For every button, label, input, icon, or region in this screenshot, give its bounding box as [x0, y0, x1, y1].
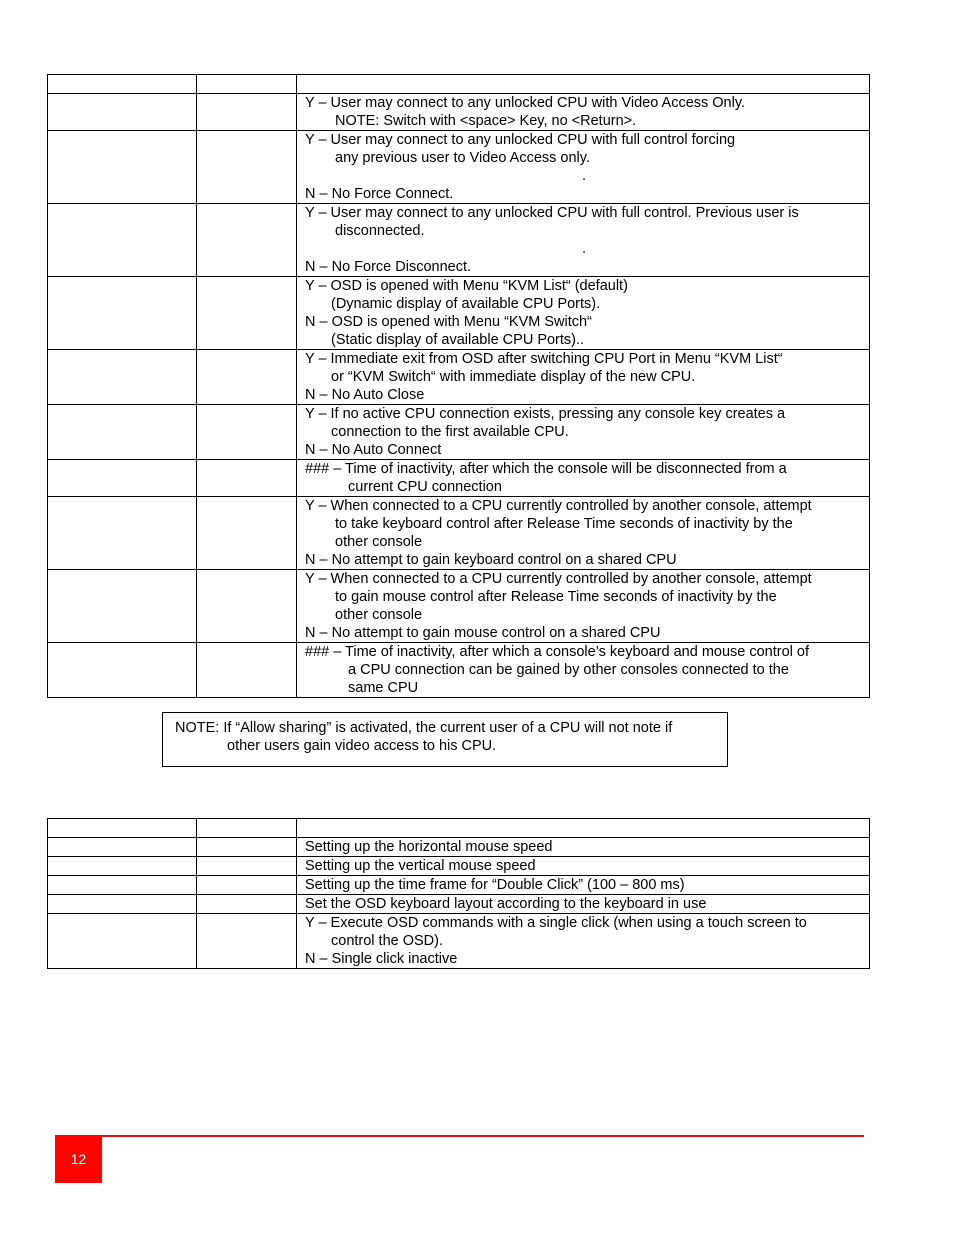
- description-line: ### – Time of inactivity, after which the console will be disconnected from a: [305, 461, 787, 477]
- settings-table-2: [47, 818, 870, 969]
- description-line: N – No Auto Close: [305, 387, 425, 403]
- table-row: [48, 643, 870, 698]
- sharing-note-box: [162, 712, 728, 767]
- footer-rule: [55, 1135, 864, 1137]
- description-cell: [297, 914, 870, 969]
- description-line: N – No Force Connect.: [305, 186, 454, 202]
- description-cell: [297, 94, 870, 131]
- description-cell: [297, 895, 870, 914]
- description-line: other console: [335, 607, 423, 623]
- description-line: (Static display of available CPU Ports)..: [331, 332, 585, 348]
- description-line: Y – User may connect to any unlocked CPU with full control forcing: [305, 132, 736, 148]
- description-line: Y – OSD is opened with Menu “KVM List“ (default): [305, 278, 628, 294]
- description-cell: [297, 131, 870, 204]
- page-number-badge: [55, 1135, 102, 1183]
- description-line: Setting up the horizontal mouse speed: [305, 839, 553, 855]
- description-cell: [297, 277, 870, 350]
- table-header-row: [48, 819, 870, 838]
- description-line: Y – Execute OSD commands with a single click (when using a touch screen to: [305, 915, 807, 931]
- description-line: any previous user to Video Access only.: [335, 150, 590, 166]
- description-cell: [297, 838, 870, 857]
- table-row: [48, 895, 870, 914]
- description-cell: [297, 570, 870, 643]
- description-line: N – No attempt to gain mouse control on a shared CPU: [305, 625, 661, 641]
- description-cell: [297, 497, 870, 570]
- table-row: [48, 204, 870, 277]
- table-row: [48, 405, 870, 460]
- description-line: Setting up the time frame for “Double Click” (100 – 800 ms): [305, 877, 685, 893]
- header-cell: [48, 75, 197, 94]
- description-line: a CPU connection can be gained by other consoles connected to the: [348, 662, 789, 678]
- description-line: Setting up the vertical mouse speed: [305, 858, 536, 874]
- table-row: [48, 914, 870, 969]
- description-line: current CPU connection: [348, 479, 502, 495]
- table-row: [48, 350, 870, 405]
- header-cell: [297, 75, 870, 94]
- description-line: ### – Time of inactivity, after which a console’s keyboard and mouse control of: [305, 644, 810, 660]
- description-line: control the OSD).: [331, 933, 444, 949]
- description-line: Set the OSD keyboard layout according to the keyboard in use: [305, 896, 707, 912]
- description-line: or “KVM Switch“ with immediate display of the new CPU.: [331, 369, 696, 385]
- description-line: Y – When connected to a CPU currently controlled by another console, attempt: [305, 571, 812, 587]
- description-line: .: [581, 241, 587, 257]
- page-number: 12: [70, 1151, 87, 1167]
- description-cell: [297, 876, 870, 895]
- description-line: N – No attempt to gain keyboard control on a shared CPU: [305, 552, 677, 568]
- description-line: Y – User may connect to any unlocked CPU with Video Access Only.: [305, 95, 746, 111]
- table-header-row: [48, 75, 870, 94]
- note-line: NOTE: If “Allow sharing” is activated, the current user of a CPU will not note if: [175, 720, 673, 736]
- description-line: Y – User may connect to any unlocked CPU with full control. Previous user is: [305, 205, 799, 221]
- description-line: Y – Immediate exit from OSD after switching CPU Port in Menu “KVM List“: [305, 351, 783, 367]
- table-row: [48, 876, 870, 895]
- description-line: same CPU: [348, 680, 419, 696]
- table-row: [48, 857, 870, 876]
- description-line: connection to the first available CPU.: [331, 424, 569, 440]
- description-line: N – No Force Disconnect.: [305, 259, 472, 275]
- description-line: Y – If no active CPU connection exists, pressing any console key creates a: [305, 406, 786, 422]
- description-line: (Dynamic display of available CPU Ports).: [331, 296, 601, 312]
- table-row: [48, 131, 870, 204]
- header-cell: [197, 75, 297, 94]
- settings-table-1: [47, 74, 870, 698]
- header-cell: [297, 819, 870, 838]
- description-line: NOTE: Switch with <space> Key, no <Return>.: [335, 113, 637, 129]
- table-row: [48, 94, 870, 131]
- description-cell: [297, 204, 870, 277]
- description-line: disconnected.: [335, 223, 425, 239]
- description-line: to gain mouse control after Release Time seconds of inactivity by the: [335, 589, 777, 605]
- description-line: N – OSD is opened with Menu “KVM Switch“: [305, 314, 592, 330]
- table-row: [48, 497, 870, 570]
- table-row: [48, 277, 870, 350]
- description-cell: [297, 350, 870, 405]
- table-row: [48, 838, 870, 857]
- description-line: N – No Auto Connect: [305, 442, 442, 458]
- description-cell: [297, 643, 870, 698]
- note-line: other users gain video access to his CPU.: [227, 738, 497, 754]
- description-line: .: [581, 168, 587, 184]
- header-cell: [48, 819, 197, 838]
- description-line: Y – When connected to a CPU currently controlled by another console, attempt: [305, 498, 812, 514]
- description-line: other console: [335, 534, 423, 550]
- header-cell: [197, 819, 297, 838]
- description-cell: [297, 460, 870, 497]
- description-line: N – Single click inactive: [305, 951, 458, 967]
- description-cell: [297, 857, 870, 876]
- description-line: to take keyboard control after Release Time seconds of inactivity by the: [335, 516, 793, 532]
- table-row: [48, 570, 870, 643]
- description-cell: [297, 405, 870, 460]
- table-row: [48, 460, 870, 497]
